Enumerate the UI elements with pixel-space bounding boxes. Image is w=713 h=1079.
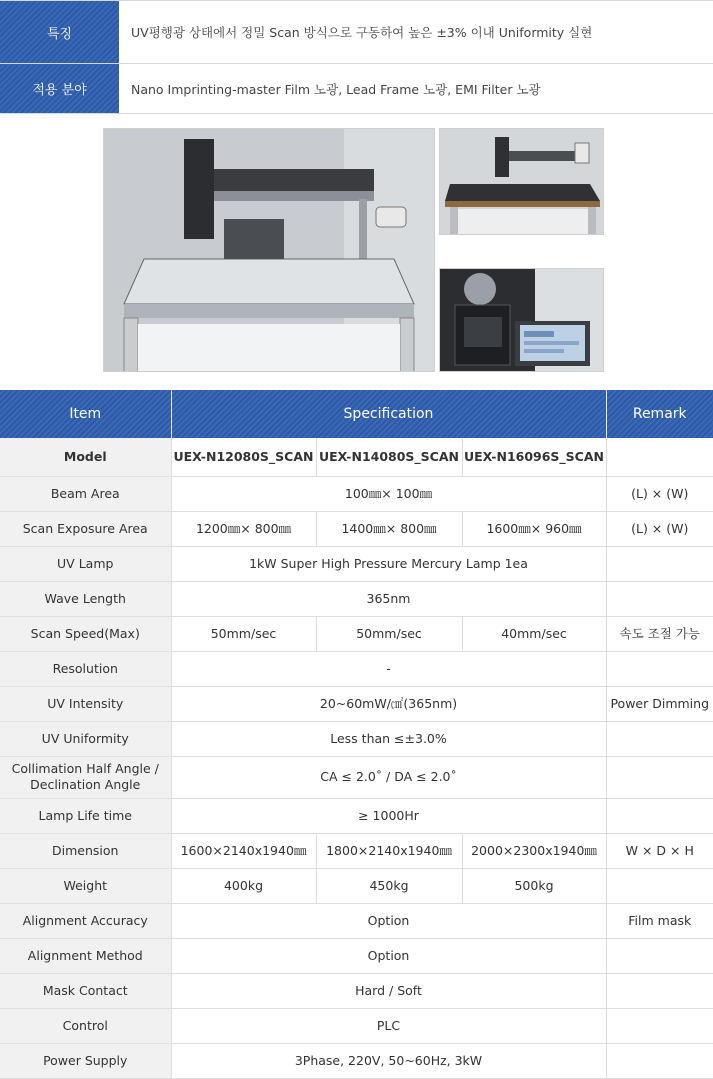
row-label: Weight (0, 868, 171, 903)
row-remark (606, 1043, 713, 1078)
row-label: Scan Exposure Area (0, 511, 171, 546)
row-value: 365nm (171, 581, 606, 616)
row-remark: Film mask (606, 903, 713, 938)
row-value: 50mm/sec (171, 616, 316, 651)
row-label: Control (0, 1008, 171, 1043)
row-label: Beam Area (0, 476, 171, 511)
row-remark (606, 438, 713, 476)
row-value: 1600㎜× 960㎜ (462, 511, 606, 546)
table-row (0, 721, 713, 756)
row-value: Hard / Soft (171, 973, 606, 1008)
model-value: UEX-N14080S_SCAN (316, 438, 462, 476)
row-remark (606, 938, 713, 973)
table-row (0, 798, 713, 833)
row-label: Power Supply (0, 1043, 171, 1078)
row-remark: (L) × (W) (606, 511, 713, 546)
row-value: 1kW Super High Pressure Mercury Lamp 1ea (171, 546, 606, 581)
row-remark: 속도 조절 가능 (606, 616, 713, 651)
row-value: 3Phase, 220V, 50~60Hz, 3kW (171, 1043, 606, 1078)
table-row (0, 476, 713, 511)
row-label: Wave Length (0, 581, 171, 616)
table-row (0, 903, 713, 938)
table-row (0, 581, 713, 616)
table-row (0, 1008, 713, 1043)
feature-row (0, 1, 713, 64)
row-label: Scan Speed(Max) (0, 616, 171, 651)
row-value: 20~60mW/㎠(365nm) (171, 686, 606, 721)
row-label: Resolution (0, 651, 171, 686)
header-remark: Remark (606, 390, 713, 438)
row-label: Model (0, 438, 171, 476)
feature-table (0, 0, 713, 114)
row-label: Alignment Method (0, 938, 171, 973)
row-remark (606, 581, 713, 616)
row-label: UV Intensity (0, 686, 171, 721)
row-value: 500kg (462, 868, 606, 903)
table-row (0, 833, 713, 868)
table-row (0, 1043, 713, 1078)
row-label: Collimation Half Angle / Declination Angle (0, 756, 171, 798)
row-value: Option (171, 938, 606, 973)
table-row (0, 938, 713, 973)
control-panel-photo (439, 268, 604, 372)
row-remark: Power Dimming (606, 686, 713, 721)
row-remark (606, 868, 713, 903)
row-remark (606, 721, 713, 756)
application-value: Nano Imprinting-master Film 노광, Lead Frame 노광, EMI Filter 노광 (119, 64, 713, 114)
row-value: 1400㎜× 800㎜ (316, 511, 462, 546)
feature-value: UV평행광 상태에서 정밀 Scan 방식으로 구동하여 높은 ±3% 이내 Uniformity 실현 (119, 1, 713, 64)
row-remark (606, 1008, 713, 1043)
row-remark (606, 546, 713, 581)
row-label: Lamp Life time (0, 798, 171, 833)
row-label: UV Lamp (0, 546, 171, 581)
row-remark: (L) × (W) (606, 476, 713, 511)
row-remark (606, 756, 713, 798)
feature-key: 특징 (0, 1, 119, 64)
header-item: Item (0, 390, 171, 438)
row-value: 100㎜× 100㎜ (171, 476, 606, 511)
table-row (0, 868, 713, 903)
row-value: 1200㎜× 800㎜ (171, 511, 316, 546)
row-value: ≥ 1000Hr (171, 798, 606, 833)
table-row (0, 973, 713, 1008)
table-row (0, 511, 713, 546)
row-value: 1600×2140x1940㎜ (171, 833, 316, 868)
row-value: CA ≤ 2.0˚ / DA ≤ 2.0˚ (171, 756, 606, 798)
row-value: PLC (171, 1008, 606, 1043)
header-specification: Specification (171, 390, 606, 438)
row-remark: W × D × H (606, 833, 713, 868)
row-remark (606, 651, 713, 686)
application-key: 적용 분야 (0, 64, 119, 114)
equipment-main-photo (103, 128, 435, 372)
row-value: - (171, 651, 606, 686)
row-label: UV Uniformity (0, 721, 171, 756)
row-value: Less than ≤±3.0% (171, 721, 606, 756)
row-label: Mask Contact (0, 973, 171, 1008)
table-row-model (0, 438, 713, 476)
row-value: 1800×2140x1940㎜ (316, 833, 462, 868)
row-value: 2000×2300x1940㎜ (462, 833, 606, 868)
table-row (0, 616, 713, 651)
specification-table (0, 390, 713, 1079)
model-value: UEX-N12080S_SCAN (171, 438, 316, 476)
table-row (0, 546, 713, 581)
product-photos (0, 114, 713, 390)
row-value: 50mm/sec (316, 616, 462, 651)
table-row (0, 686, 713, 721)
row-value: 450kg (316, 868, 462, 903)
application-row (0, 64, 713, 114)
row-remark (606, 798, 713, 833)
row-label: Dimension (0, 833, 171, 868)
row-value: 400kg (171, 868, 316, 903)
table-row (0, 651, 713, 686)
table-row (0, 756, 713, 798)
row-remark (606, 973, 713, 1008)
row-value: Option (171, 903, 606, 938)
equipment-side-photo (439, 128, 604, 235)
model-value: UEX-N16096S_SCAN (462, 438, 606, 476)
row-value: 40mm/sec (462, 616, 606, 651)
row-label: Alignment Accuracy (0, 903, 171, 938)
